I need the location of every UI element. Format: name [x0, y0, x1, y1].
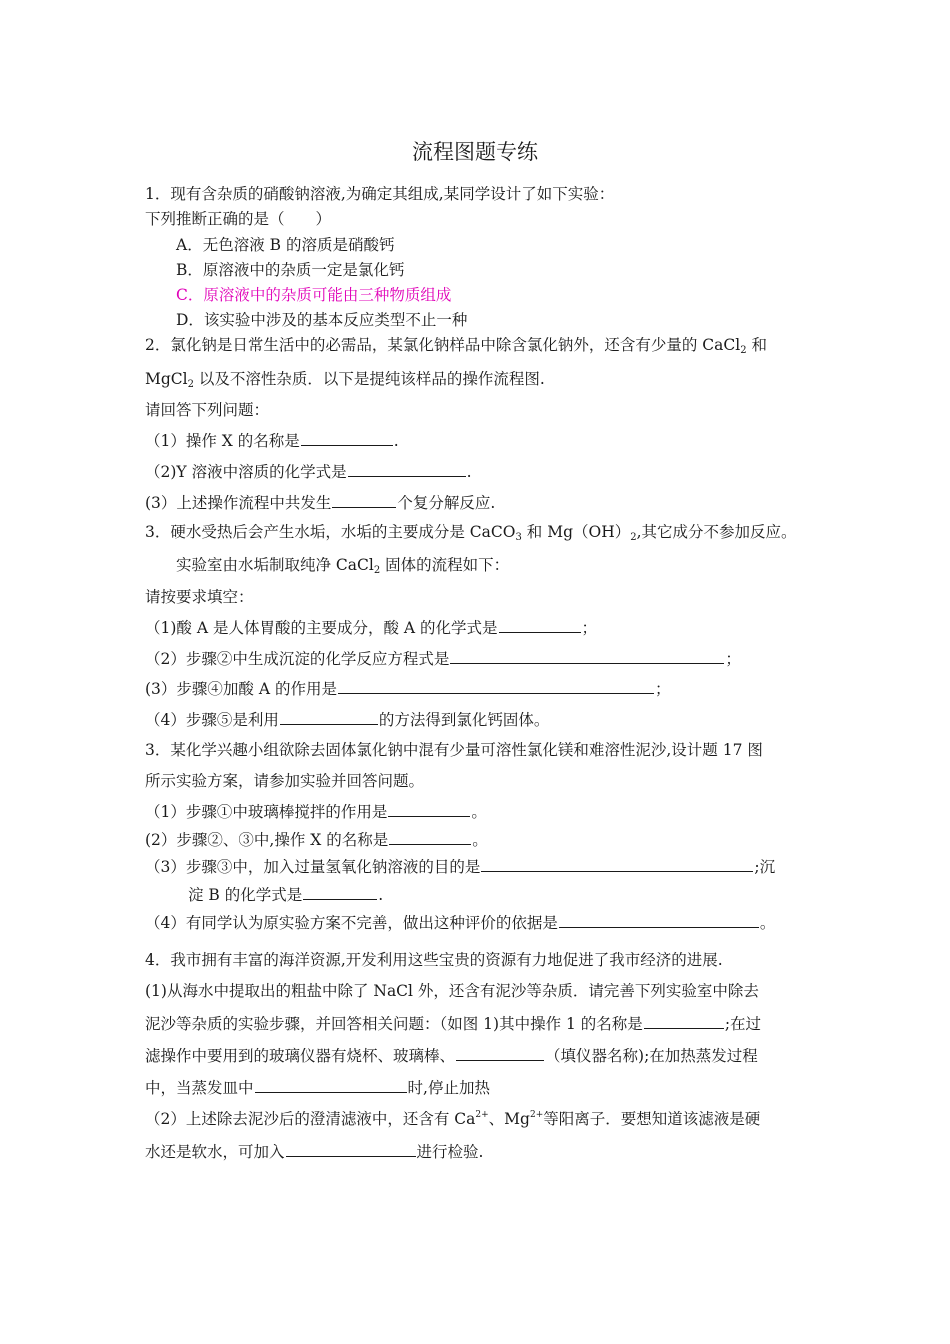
answer-blank[interactable]: [280, 709, 378, 725]
q3a-prompt: 请按要求填空：: [145, 588, 254, 606]
q1-option-b: B．原溶液中的杂质一定是氯化钙: [176, 261, 405, 279]
q3b-sub-3: （3）步骤③中，加入过量氢氧化钠溶液的目的是 ;沉: [145, 858, 776, 876]
q2-stem-line-1: 2．氯化钠是日常生活中的必需品，某氯化钠样品中除含氯化钠外，还含有少量的 CaCl$_2$ 和: [145, 336, 768, 356]
q4-stem-line-2: (1)从海水中提取出的粗盐中除了 NaCl 外，还含有泥沙等杂质．请完善下列实验室中除去: [145, 982, 759, 1000]
q4-stem-line-4: 滤操作中要用到的玻璃仪器有烧杯、玻璃棒、 （填仪器名称);在加热蒸发过程: [145, 1047, 758, 1065]
q3b-sub-1: （1）步骤①中玻璃棒搅拌的作用是 。: [145, 803, 487, 821]
q4-stem-line-3: 泥沙等杂质的实验步骤，并回答相关问题：（如图 1)其中操作 1 的名称是 ;在过: [145, 1015, 762, 1033]
page-title: 流程图题专练: [412, 140, 538, 164]
q3b-stem-line-1: 3．某化学兴趣小组欲除去固体氯化钠中混有少量可溶性氯化镁和难溶性泥沙,设计题 17 图: [145, 741, 763, 759]
q3a-stem-line-1: 3．硬水受热后会产生水垢，水垢的主要成分是 CaCO$_3$ 和 $Mg(OH)_2$,其它成分不参加反应。: [145, 523, 797, 543]
q2-sub-2: （2)Y 溶液中溶质的化学式是 .: [145, 463, 472, 481]
answer-blank[interactable]: [389, 829, 471, 845]
answer-blank[interactable]: [456, 1045, 544, 1061]
q3b-stem-line-2: 所示实验方案，请参加实验并回答问题。: [145, 772, 425, 790]
q3a-sub-2: （2）步骤②中生成沉淀的化学反应方程式是 ；: [145, 650, 741, 668]
answer-blank[interactable]: [303, 884, 377, 900]
answer-blank[interactable]: [559, 912, 759, 928]
answer-blank[interactable]: [481, 856, 753, 872]
answer-blank[interactable]: [348, 461, 466, 477]
q4-stem-line-1: 4．我市拥有丰富的海洋资源,开发利用这些宝贵的资源有力地促进了我市经济的进展.: [145, 951, 723, 969]
answer-blank[interactable]: [332, 492, 396, 508]
q3a-sub-1: （1)酸 A 是人体胃酸的主要成分，酸 A 的化学式是 ；: [145, 619, 598, 637]
q1-prompt: 下列推断正确的是（ ）: [145, 210, 332, 228]
q3a-sub-4: （4）步骤⑤是利用 的方法得到氯化钙固体。: [145, 711, 550, 729]
q1-option-d: D．该实验中涉及的基本反应类型不止一种: [176, 311, 468, 329]
q1-option-c: C．原溶液中的杂质可能由三种物质组成: [176, 286, 452, 304]
q3b-sub-3-cont: 淀 B 的化学式是 .: [188, 886, 384, 904]
answer-blank[interactable]: [499, 617, 581, 633]
q1-stem: 1．现有含杂质的硝酸钠溶液,为确定其组成,某同学设计了如下实验：: [145, 185, 615, 203]
q3b-sub-2: (2）步骤②、③中,操作 X 的名称是 。: [145, 831, 488, 849]
answer-blank[interactable]: [644, 1013, 724, 1029]
q2-prompt: 请回答下列问题：: [145, 401, 270, 419]
q4-sub-2-line-2: 水还是软水，可加入 进行检验.: [145, 1143, 484, 1161]
q4-stem-line-5: 中，当蒸发皿中 时,停止加热: [145, 1079, 490, 1097]
q1-option-a: A．无色溶液 B 的溶质是硝酸钙: [176, 236, 395, 254]
answer-blank[interactable]: [255, 1077, 407, 1093]
answer-blank[interactable]: [338, 678, 654, 694]
q3a-stem-line-2: 实验室由水垢制取纯净 CaCl$_2$ 固体的流程如下：: [176, 556, 510, 576]
q2-stem-line-2: MgCl$_2$ 以及不溶性杂质．以下是提纯该样品的操作流程图.: [145, 370, 545, 390]
answer-blank[interactable]: [450, 648, 724, 664]
q4-sub-2-line-1: （2）上述除去泥沙后的澄清滤液中，还含有 $Ca^{2+}$、$Mg^{2+}$等阳离子．要想知道该滤液是硬: [145, 1110, 761, 1128]
q3b-sub-4: （4）有同学认为原实验方案不完善，做出这种评价的依据是 。: [145, 914, 776, 932]
answer-blank[interactable]: [388, 801, 470, 817]
q2-sub-1: （1）操作 X 的名称是 .: [145, 432, 399, 450]
answer-blank[interactable]: [286, 1141, 416, 1157]
q2-sub-3: (3）上述操作流程中共发生 个复分解反应.: [145, 494, 496, 512]
answer-blank[interactable]: [301, 430, 393, 446]
q3a-sub-3: (3）步骤④加酸 A 的作用是 ；: [145, 680, 671, 698]
